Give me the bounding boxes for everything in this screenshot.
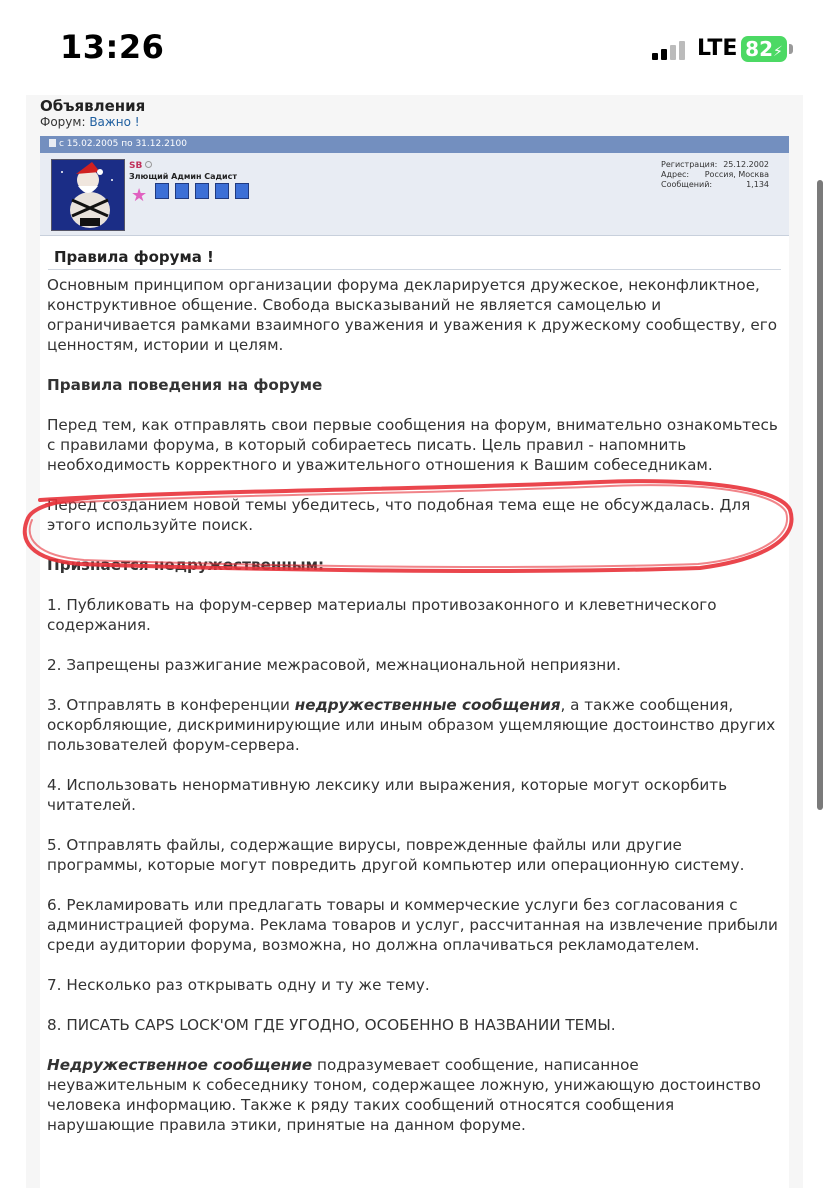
forum-label: Форум: (40, 115, 86, 129)
post-date-range: с 15.02.2005 по 31.12.2100 (59, 139, 187, 149)
post-header-bar (40, 136, 789, 153)
reg-value: 25.12.2002 (723, 160, 769, 169)
rule-text: 3. Отправлять в конференции (47, 696, 295, 714)
paragraph: Основным принципом организации форума декларируется дружеское, неконфликтное, конструктивное общение. Свобода высказываний не является самоцелью и ограничивается рамками взаимного уважения и уважения к дружескому сообществу, его ценностям, истории и целям. (47, 276, 778, 354)
avatar[interactable] (51, 159, 125, 231)
rule-emphasis: недружественные сообщения (294, 696, 561, 714)
rule-item: 6. Рекламировать или предлагать товары и коммерческие услуги без согласования с администрацией форума. Реклама товаров и услуг, рассчитанная на извлечение прибыли среди аудитории форума, возможна, но должна оплачиваться рекламодателем. (47, 896, 778, 954)
rule-item: 2. Запрещены разжигание межрасовой, межнациональной неприязни. (47, 656, 621, 674)
rule-item: 1. Публиковать на форум-сервер материалы противозаконного и клеветнического содержания. (47, 596, 717, 634)
medal-icon (195, 183, 209, 199)
rule-text: , а также сообщения, оскорбляющие, дискриминирующие или иным образом ущемляющие достоинство других пользователей форум-сервера. (47, 696, 776, 754)
status-bar (0, 0, 827, 95)
post-content (40, 236, 789, 1188)
medal-icon (215, 183, 229, 199)
star-icon: ★ (131, 185, 148, 206)
reg-label: Регистрация: (661, 160, 718, 169)
user-info-panel (40, 153, 789, 236)
rule-item: 4. Использовать ненормативную лексику или выражения, которые могут оскорбить читателей. (47, 776, 728, 814)
forum-breadcrumb (40, 115, 140, 129)
paragraph-highlighted: Перед созданием новой темы убедитесь, что подобная тема еще не обсуждалась. Для этого используйте поиск. (47, 496, 751, 534)
username-text: SB (129, 161, 143, 171)
post-body (47, 275, 782, 1155)
medal-icon (175, 183, 189, 199)
rule-item: 7. Несколько раз открывать одну и ту же тему. (47, 976, 430, 994)
definition-term: Недружественное сообщение (47, 1056, 313, 1074)
address-value: Россия, Москва (704, 170, 769, 179)
rule-item: 8. ПИСАТЬ CAPS LOCK'ОМ ГДЕ УГОДНО, ОСОБЕННО В НАЗВАНИИ ТЕМЫ. (47, 1016, 616, 1034)
definition (47, 1055, 782, 1135)
username[interactable] (129, 161, 152, 171)
section-title: Объявления (40, 97, 146, 115)
medal-icon (155, 183, 169, 199)
messages-label: Сообщений: (661, 180, 713, 189)
section-heading: Признается недружественным: (47, 556, 325, 574)
title-divider (48, 269, 781, 270)
rule-item (47, 695, 782, 755)
user-stats (661, 160, 769, 190)
definition-text: подразумевает сообщение, написанное неуважительным к собеседнику тоном, содержащее ложную, унижающую достоинство человека информацию. Также к ряду таких сообщений относятся сообщения нарушающие правила этики, принятые на данном форуме. (47, 1056, 761, 1134)
section-heading: Правила поведения на форуме (47, 376, 323, 394)
cellular-signal-icon (652, 38, 692, 60)
scrollbar[interactable] (817, 180, 823, 810)
network-type: LTE (697, 36, 738, 61)
forum-page (26, 95, 803, 1188)
address-label: Адрес: (661, 170, 690, 179)
document-icon (49, 139, 56, 147)
user-rank: Злющий Админ Садист (129, 172, 237, 181)
user-badges (131, 183, 249, 206)
rules-title: Правила форума ! (54, 248, 214, 266)
clock: 13:26 (60, 28, 165, 66)
battery-icon: 82⚡ (741, 36, 787, 62)
paragraph: Перед тем, как отправлять свои первые сообщения на форум, внимательно ознакомьтесь с правилами форума, в который собираетесь писать. Цель правил - напомнить необходимость корректного и уважительного отношения к Вашим собеседникам. (47, 416, 778, 474)
messages-value: 1,134 (746, 180, 769, 189)
forum-link[interactable]: Важно ! (89, 115, 140, 129)
battery-tip (789, 44, 793, 54)
battery-level: 82 (745, 37, 773, 61)
avatar-image (52, 160, 124, 230)
medal-icon (235, 183, 249, 199)
online-status-icon (145, 161, 152, 168)
rule-item: 5. Отправлять файлы, содержащие вирусы, поврежденные файлы или другие программы, которые могут повредить другой компьютер или операционную систему. (47, 836, 745, 874)
